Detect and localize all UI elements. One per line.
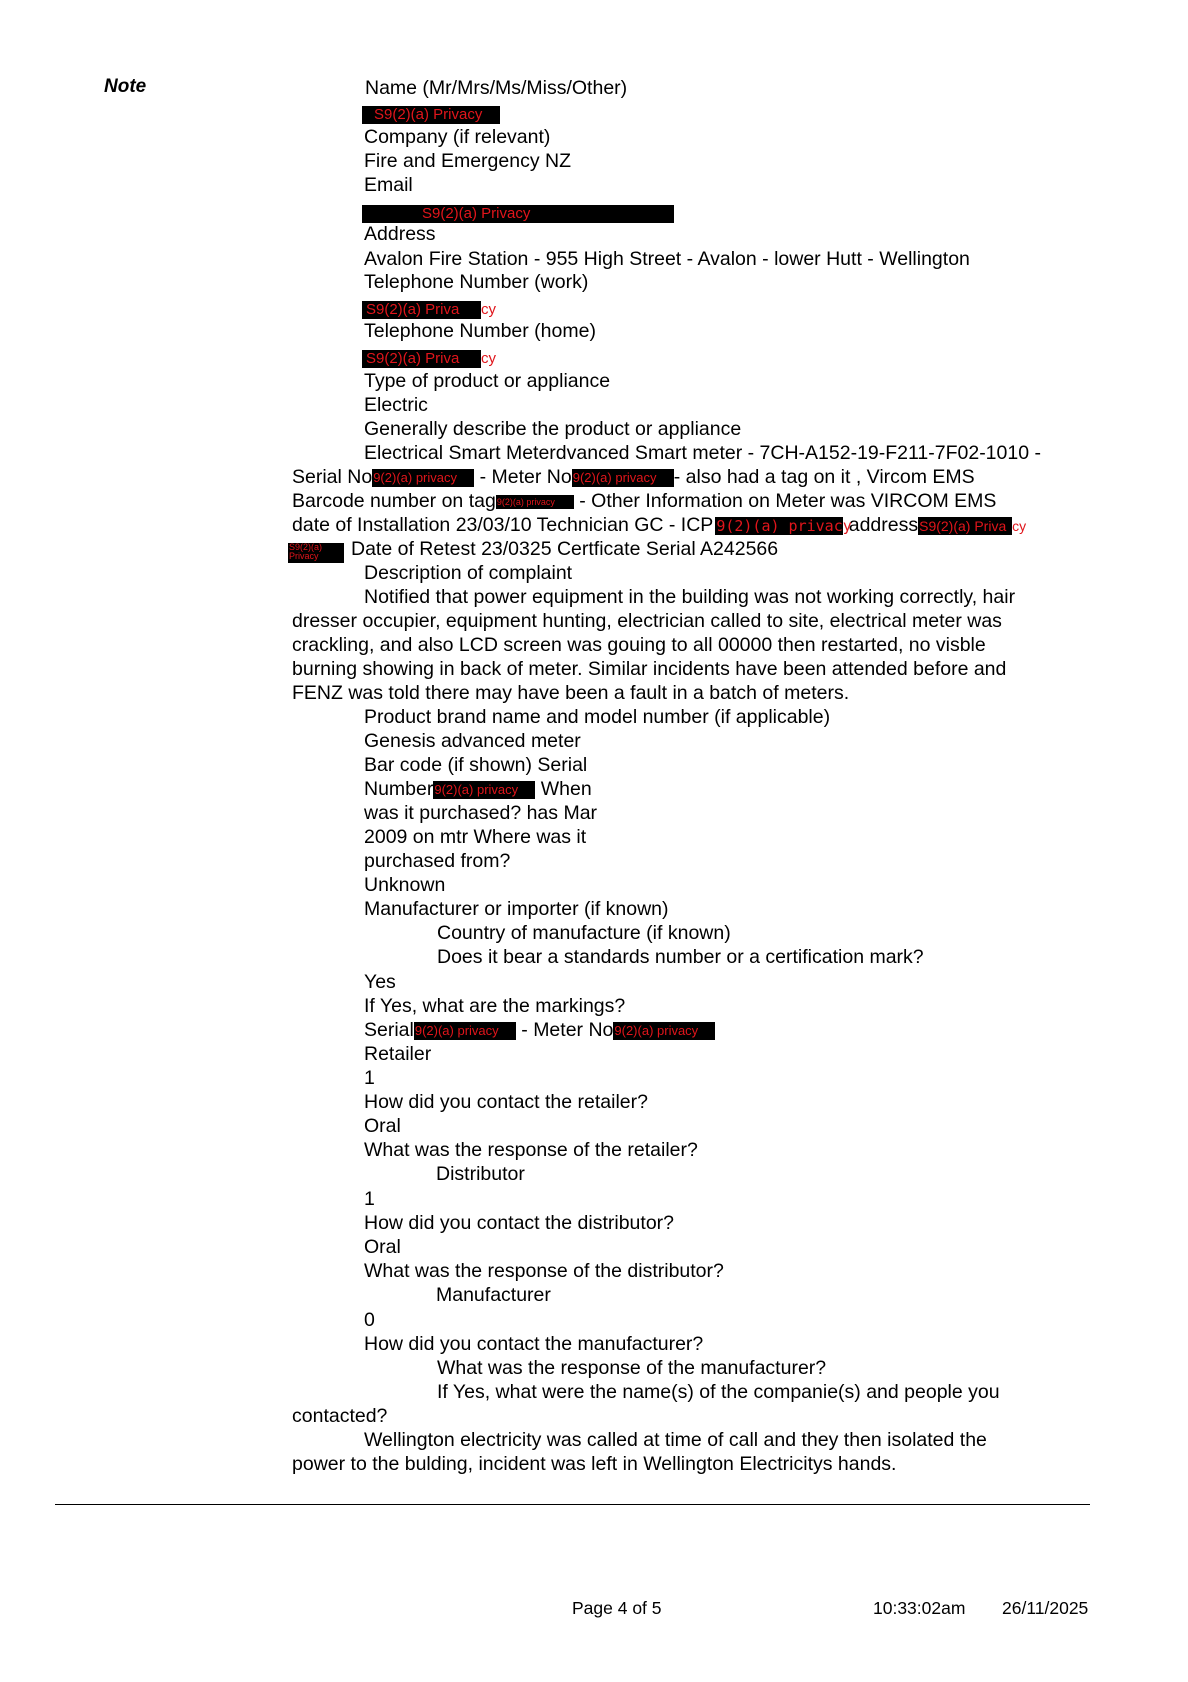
field-distributor-contact-label: How did you contact the distributor? [364,1212,675,1234]
field-email-label: Email [364,174,413,196]
field-tel-work-label: Telephone Number (work) [364,271,589,293]
redaction-markings-meter: 9(2)(a) privacy [613,1022,715,1040]
field-manufacturer-section-label: Manufacturer [436,1284,551,1306]
redaction-serial: 9(2)(a) privacy [372,469,474,487]
purchased-line-2: 2009 on mtr Where was it [364,826,587,848]
field-company-label: Company (if relevant) [364,126,551,148]
field-describe-label: Generally describe the product or appliance [364,418,742,440]
complaint-line-1: Notified that power equipment in the building was not working correctly, hair [364,586,1016,608]
purchased-line-3: purchased from? [364,850,511,872]
field-distributor-value: 1 [364,1188,375,1210]
note-label: Note [104,76,147,97]
field-manufacturer-label: Manufacturer or importer (if known) [364,898,669,920]
field-distributor-label: Distributor [436,1163,525,1185]
complaint-line-2: dresser occupier, equipment hunting, electrician called to site, electrical meter was [292,610,1002,632]
field-address-value: Avalon Fire Station - 955 High Street - Avalon - lower Hutt - Wellington [364,248,970,270]
field-companies-label-1: If Yes, what were the name(s) of the companie(s) and people you [437,1381,1000,1403]
redaction-meter-no: 9(2)(a) privacy [572,469,674,487]
redaction-number: 9(2)(a) privacy [433,781,535,799]
purchased-value: Unknown [364,874,446,896]
field-retailer-contact-label: How did you contact the retailer? [364,1091,648,1113]
field-product-type-value: Electric [364,394,428,416]
field-standards-value: Yes [364,971,396,993]
field-complaint-label: Description of complaint [364,562,573,584]
field-retailer-response-label: What was the response of the retailer? [364,1139,698,1161]
describe-line-5: Date of Retest 23/0325 Certficate Serial A242566 [351,538,779,560]
field-distributor-response-label: What was the response of the distributor? [364,1260,724,1282]
redaction-tel-home: S9(2)(a) Priva cy [362,350,482,368]
redaction-icp: 9(2)(a) privacy [716,516,852,535]
footer-time: 10:33:02am [873,1598,966,1618]
field-product-type-label: Type of product or appliance [364,370,611,392]
field-brand-label: Product brand name and model number (if applicable) [364,706,831,728]
field-manufacturer-value: 0 [364,1309,375,1331]
describe-line-2: Serial No9(2)(a) privacy - Meter No9(2)(a) privacy - also had a tag on it , Vircom EMS [292,466,975,488]
footer-date: 26/11/2025 [1002,1598,1089,1618]
describe-line-4: date of Installation 23/03/10 Technician GC - ICP 9(2)(a) privacy addressS9(2)(a) Priva cy [292,514,1027,536]
field-address-label: Address [364,223,436,245]
redaction-tel-work: S9(2)(a) Priva cy [362,301,482,319]
field-manufacturer-response-label: What was the response of the manufacturer? [437,1357,827,1379]
field-country-label: Country of manufacture (if known) [437,922,731,944]
field-retailer-label: Retailer [364,1043,432,1065]
redaction-name: S9(2)(a) Privacy [362,106,500,124]
companies-value-1: Wellington electricity was called at time of call and they then isolated the [364,1429,987,1451]
describe-line-1: Electrical Smart Meterdvanced Smart meter - 7CH-A152-19-F211-7F02-1010 - [364,442,1041,464]
purchased-line-1: was it purchased? has Mar [364,802,598,824]
companies-value-2: power to the bulding, incident was left in Wellington Electricitys hands. [292,1453,897,1475]
complaint-line-5: FENZ was told there may have been a fault in a batch of meters. [292,682,850,704]
page-number: Page 4 of 5 [572,1598,662,1618]
field-retailer-contact-value: Oral [364,1115,401,1137]
field-company-value: Fire and Emergency NZ [364,150,571,172]
field-markings-label: If Yes, what are the markings? [364,995,626,1017]
barcode-line-2: Number9(2)(a) privacy When [364,778,592,800]
field-retailer-value: 1 [364,1067,375,1089]
describe-line-3: Barcode number on tag9(2)(a) privacy - Other Information on Meter was VIRCOM EMS [292,490,997,512]
field-brand-value: Genesis advanced meter [364,730,581,752]
complaint-line-4: burning showing in back of meter. Similar incidents have been attended before and [292,658,1007,680]
footer-divider [55,1504,1090,1505]
field-standards-label: Does it bear a standards number or a certification mark? [437,946,924,968]
field-name-label: Name (Mr/Mrs/Ms/Miss/Other) [365,77,628,99]
redaction-small: S9(2)(a) Privacy [288,543,344,563]
redaction-markings-serial: 9(2)(a) privacy [414,1022,516,1040]
redaction-barcode: 9(2)(a) privacy [496,495,574,509]
complaint-line-3: crackling, and also LCD screen was gouing to all 00000 then restarted, no visble [292,634,986,656]
markings-value: Serial9(2)(a) privacy - Meter No9(2)(a) privacy [364,1018,715,1042]
field-manufacturer-contact-label: How did you contact the manufacturer? [364,1333,704,1355]
field-companies-label-2: contacted? [292,1405,388,1427]
field-tel-home-label: Telephone Number (home) [364,320,596,342]
redaction-address: S9(2)(a) Priva [918,517,1012,535]
redaction-email: S9(2)(a) Privacy [362,205,674,223]
field-barcode-label: Bar code (if shown) Serial [364,754,588,776]
field-distributor-contact-value: Oral [364,1236,401,1258]
